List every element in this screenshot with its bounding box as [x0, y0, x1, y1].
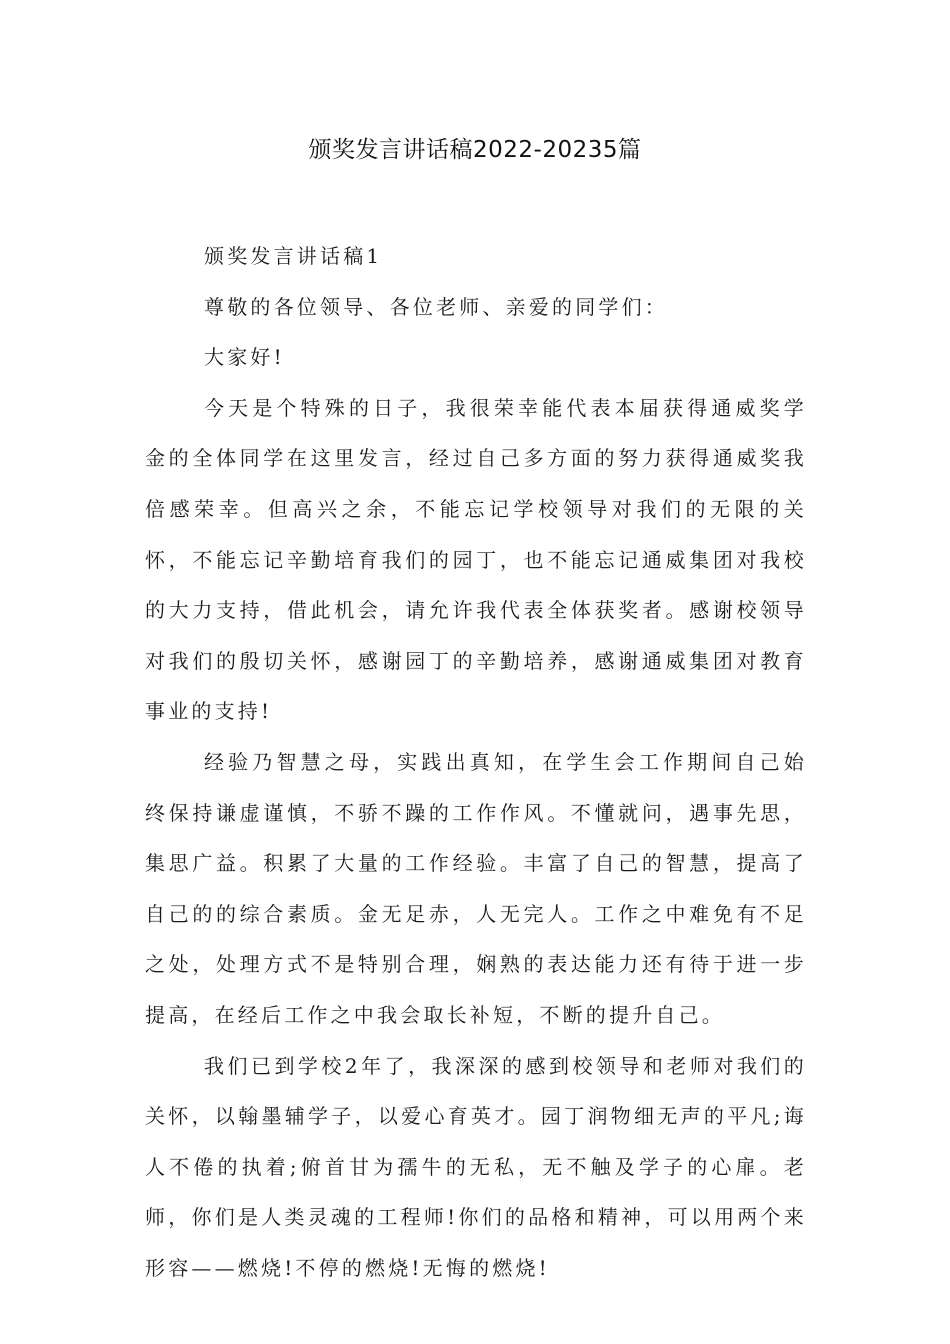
body-paragraph: 经验乃智慧之母，实践出真知，在学生会工作期间自己始终保持谦虚谨慎，不骄不躁的工作作风。不懂就问，遇事先思，集思广益。积累了大量的工作经验。丰富了自己的智慧，提高了自己的的综合素质。金无足赤，人无完人。工作之中难免有不足之处，处理方式不是特别合理，娴熟的表达能力还有待于进一步提高，在经后工作之中我会取长补短，不断的提升自己。	[145, 749, 807, 1027]
greeting: 大家好!	[204, 345, 285, 370]
document-body	[145, 231, 807, 1293]
salutation: 尊敬的各位领导、各位老师、亲爱的同学们：	[204, 294, 668, 319]
section-heading: 颁奖发言讲话稿1	[204, 244, 383, 268]
document-title: 颁奖发言讲话稿2022-20235篇	[308, 137, 642, 163]
body-paragraph: 今天是个特殊的日子，我很荣幸能代表本届获得通威奖学金的全体同学在这里发言，经过自己多方面的努力获得通威奖我倍感荣幸。但高兴之余，不能忘记学校领导对我们的无限的关怀，不能忘记辛勤培育我们的园丁，也不能忘记通威集团对我校的大力支持，借此机会，请允许我代表全体获奖者。感谢校领导对我们的殷切关怀，感谢园丁的辛勤培养，感谢通威集团对教育事业的支持!	[145, 395, 807, 724]
body-paragraph: 我们已到学校2年了，我深深的感到校领导和老师对我们的关怀，以翰墨辅学子，以爱心育英才。园丁润物细无声的平凡;诲人不倦的执着;俯首甘为孺牛的无私，无不触及学子的心扉。老师，你们是人类灵魂的工程师!你们的品格和精神，可以用两个来形容——燃烧!不停的燃烧!无悔的燃烧!	[145, 1053, 807, 1280]
